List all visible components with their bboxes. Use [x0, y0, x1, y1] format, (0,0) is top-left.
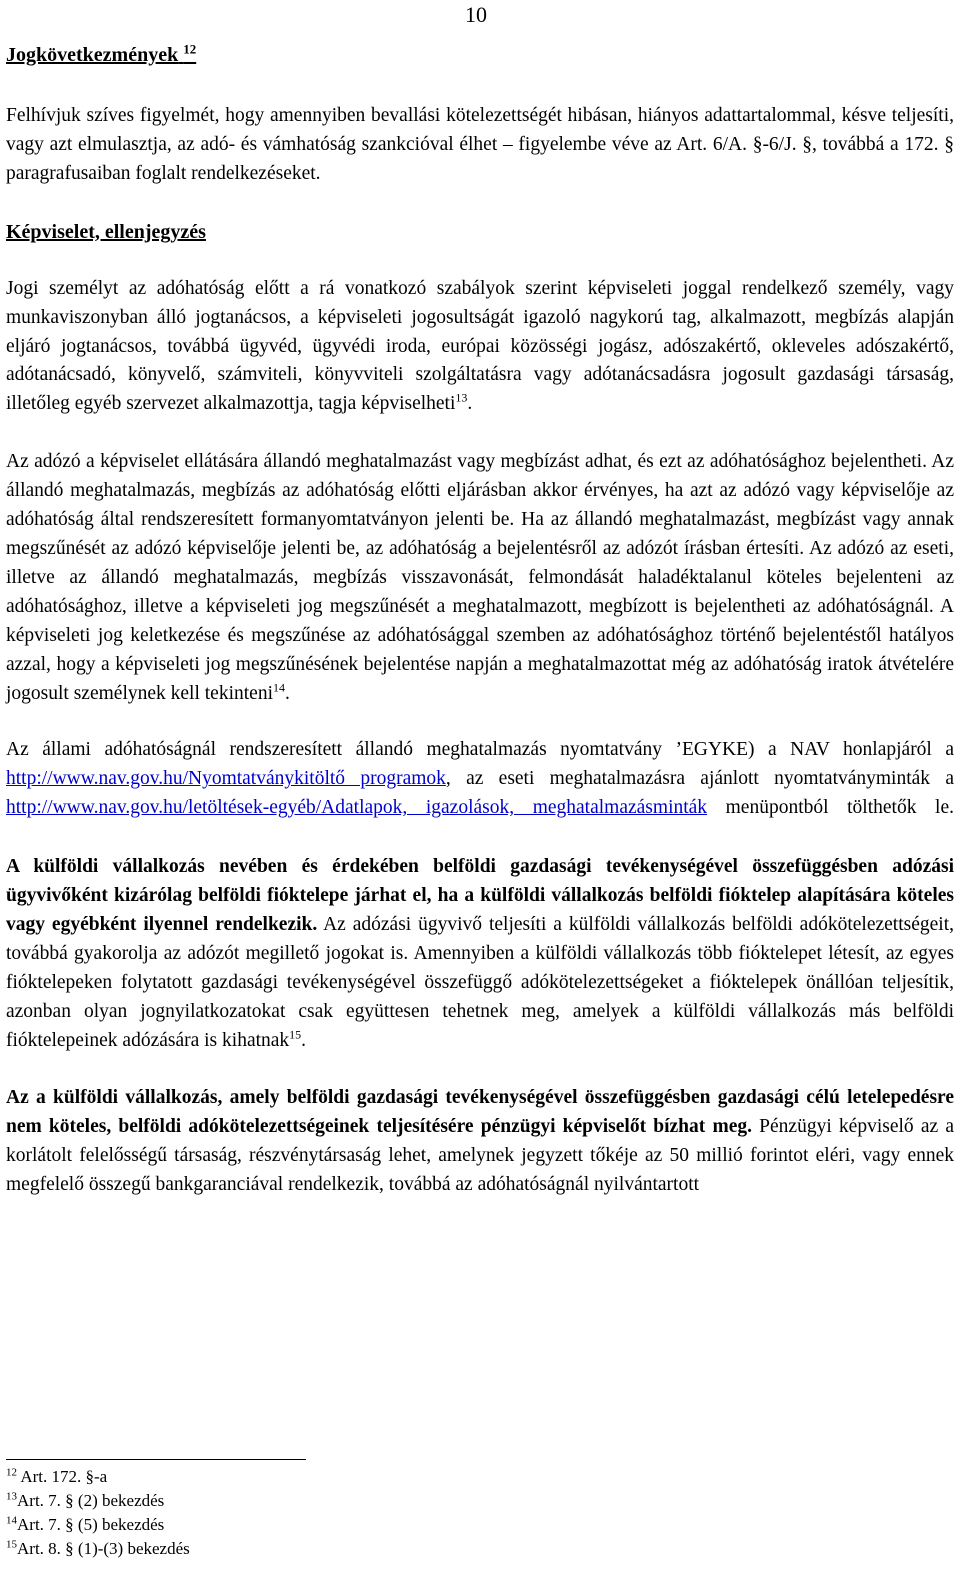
- footnote-item: $^{12}$ Art. 172. §-a: [6, 1466, 108, 1486]
- paragraph-legal-person-representation: Jogi személyt az adóhatóság előtt a rá vonatkozó szabályok szerint képviseleti joggal rendelkező személy, vagy munkaviszonyban álló jogtanácsos, a képviseleti jogosultságát igazoló nagykorú tag, alkalmazott, megbízás alapján eljáró jogtanácsos, továbbá ügyvéd, ügyvédi iroda, európai közösségi jogász, adószakértő, okleveles adószakértő, adótanácsadó, könyvelő, számviteli, könyvviteli szolgáltatásra vagy adótanácsadásra jogosult gazdasági társaság, illetőleg egyéb szervezet alkalmazottja, tagja képviselheti$^{13}$.: [6, 277, 954, 415]
- footnote-item: $^{14}$Art. 7. § (5) bekezdés: [6, 1514, 165, 1534]
- nav-downloads-link[interactable]: http://www.nav.gov.hu/letöltések-egyéb/Adatlapok, igazolások, meghatalmazásminták: [6, 797, 708, 819]
- paragraph-permanent-authorization: Az adózó a képviselet ellátására állandó meghatalmazást vagy megbízást adhat, és ezt az adóhatósághoz bejelentheti. Az állandó meghatalmazás, megbízás az adóhatóság előtti eljárásban akkor érvényes, ha azt az adózó vagy képviselője az adóhatóság által rendszeresített formanyomtatványon jelenti be. Ha az állandó meghatalmazást, megbízást vagy annak megszűnését az adózó képviselője jelenti be, az adóhatóság a bejelentésről az adózót írásban értesíti. Az adózó az eseti, illetve az állandó meghatalmazás, megbízás visszavonását, felmondását haladéktalanul köteles bejelenteni az adóhatósághoz, illetve a képviseleti jog megszűnését a meghatalmazott, megbízott is bejelentheti az adóhatóságnál. A képviseleti jog keletkezése és megszűnése az adóhatósággal szemben az adóhatósághoz történő bejelentéstől hatályos azzal, hogy a képviseleti jog megszűnésének bejelentése napján a meghatalmazottat még az adóhatóság iratok átvételére jogosult személynek kell tekinteni$^{14}$.: [6, 451, 954, 704]
- section-heading-representation: Képviselet, ellenjegyzés: [6, 220, 206, 243]
- paragraph-consequences: Felhívjuk szíves figyelmét, hogy amennyiben bevallási kötelezettségét hibásan, hiányos adattartalommal, késve teljesíti, vagy azt elmulasztja, az adó- és vámhatóság szankcióval élhet – figyelembe véve az Art. 6/A. §-6/J. §, továbbá a 172. § paragrafusaiban foglalt rendelkezéseket.: [6, 105, 954, 184]
- footnote-ref[interactable]: 15: [289, 1027, 302, 1042]
- footnote-separator: [6, 1459, 306, 1460]
- footnote-item: $^{13}$Art. 7. § (2) bekezdés: [6, 1490, 165, 1510]
- nav-forms-link[interactable]: http://www.nav.gov.hu/Nyomtatványkitöltő programok: [6, 768, 446, 790]
- paragraph-financial-representative: Az a külföldi vállalkozás, amely belföldi gazdasági tevékenységével összefüggésben gazdasági célú letelepedésre nem köteles, belföldi adókötelezettségeinek teljesítésére pénzügyi képviselőt bízhat meg. Pénzügyi képviselő az a korlátolt felelősségű társaság, részvénytársaság lehet, amelynek jegyzett tőkéje az 50 millió forintot eléri, vagy ennek megfelelő összegű bankgaranciával rendelkezik, továbbá az adóhatóságnál nyilvántartott: [6, 1087, 954, 1196]
- footnotes: [6, 1465, 190, 1561]
- footnote-ref[interactable]: 13: [455, 390, 468, 405]
- page-content: [6, 40, 954, 1200]
- footnote-ref[interactable]: 12: [183, 41, 197, 57]
- section-heading-consequences: [6, 40, 954, 70]
- heading-text: Jogkövetkezmények: [6, 44, 179, 66]
- footnote-ref[interactable]: 14: [272, 680, 285, 694]
- page-number: 10: [465, 2, 487, 27]
- paragraph-foreign-branch: A külföldi vállalkozás nevében és érdekében belföldi gazdasági tevékenységével összefüggésben adózási ügyvivőként kizárólag belföldi fióktelepe járhat el, ha a külföldi vállalkozás belföldi fióktelep alapítására köteles vagy egyébként ilyennel rendelkezik. Az adózási ügyvivő teljesíti a külföldi vállalkozás belföldi adókötelezettségeit, továbbá gyakorolja az adózót megillető jogokat is. Amennyiben a külföldi vállalkozás több fióktelepet létesít, az egyes fióktelepeken folytatott gazdasági tevékenységével összefüggő adókötelezettségeket a fióktelepek önállóan teljesítik, azonban olyan jognyilatkozatokat csak együttesen tehetnek meg, amelyek a külföldi vállalkozás más belföldi fióktelepeinek adózására is kihatnak$^{15}$.: [6, 856, 954, 1051]
- footnote-item: $^{15}$Art. 8. § (1)-(3) bekezdés: [6, 1538, 190, 1558]
- paragraph-forms-download: Az állami adóhatóságnál rendszeresített állandó meghatalmazás nyomtatvány ’EGYKE) a NAV honlapjáról a http://www.nav.gov.hu/Nyomtatványkitöltő programok, az eseti meghatalmazásra ajánlott nyomtatványminták a http://www.nav.gov.hu/letöltések-egyéb/Adatlapok, igazolások, meghatalmazásminták menüpontból tölthetők le.: [6, 739, 954, 819]
